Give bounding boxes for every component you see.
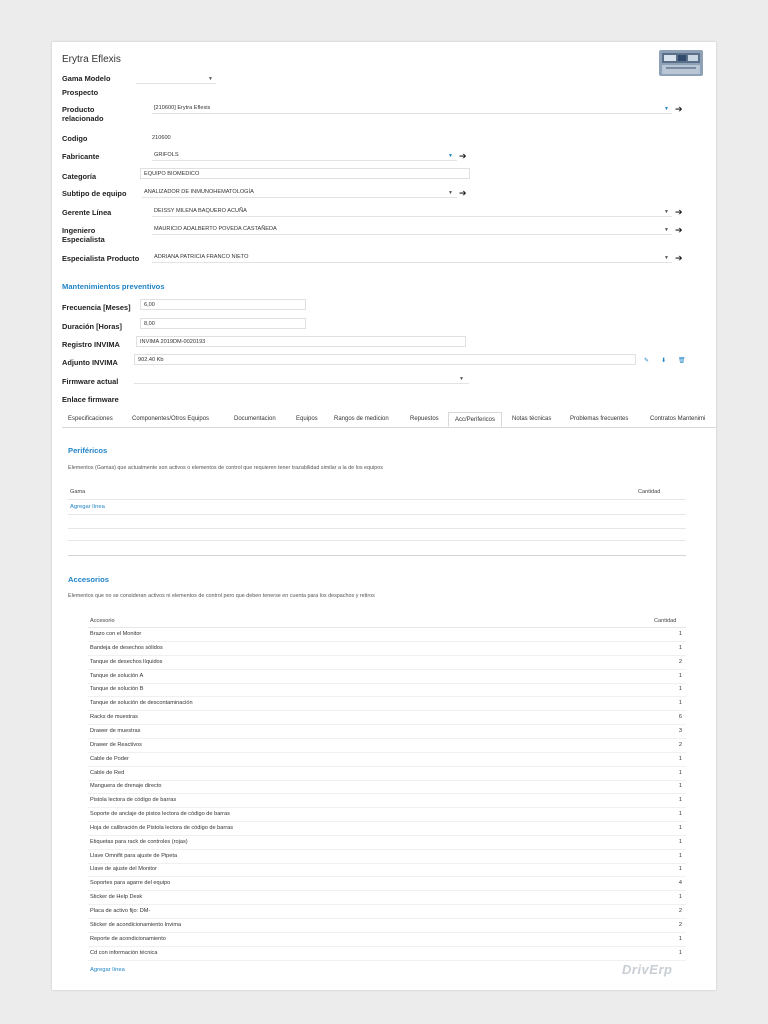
accesorio-name: Hoja de calibración de Pistola lectora de código de barras bbox=[90, 824, 234, 831]
accesorio-quantity: 1 bbox=[678, 700, 682, 707]
accesorio-name: Tanque de solución B bbox=[90, 686, 144, 693]
table-row[interactable] bbox=[88, 905, 686, 919]
accesorio-name: Reporte de acondicionamiento bbox=[90, 935, 166, 942]
chevron-down-icon[interactable]: ▼ bbox=[448, 153, 453, 159]
accesorio-name: Soportes para agarre del equipo bbox=[90, 880, 171, 887]
table-row[interactable] bbox=[88, 711, 686, 725]
tab-especificaciones[interactable]: Especificaciones bbox=[68, 416, 113, 422]
table-row[interactable] bbox=[88, 642, 686, 656]
especialista-select[interactable]: ADRIANA PATRICIA FRANCO NIETO bbox=[152, 252, 672, 263]
codigo-label: Codigo bbox=[62, 134, 88, 143]
accesorio-quantity: 1 bbox=[678, 644, 682, 651]
tab-componentes[interactable]: Componentes/Otros Equipos bbox=[132, 416, 210, 422]
divider bbox=[68, 528, 686, 529]
fabricante-label: Fabricante bbox=[62, 152, 100, 161]
accesorios-col-accesorio: Accesorio bbox=[90, 618, 115, 624]
fabricante-select[interactable]: GRIFOLS bbox=[152, 150, 457, 161]
open-record-arrow-icon[interactable]: ➔ bbox=[675, 207, 683, 217]
divider bbox=[68, 499, 686, 500]
accesorio-quantity: 1 bbox=[678, 838, 682, 845]
accesorio-name: Llave Omnifit para ajuste de Pipeta bbox=[90, 852, 178, 859]
gerente-select[interactable]: DEISSY MILENA BAQUERO ACUÑA bbox=[152, 206, 672, 217]
gerente-label: Gerente Línea bbox=[62, 208, 112, 217]
accesorio-quantity: 1 bbox=[678, 797, 682, 804]
accesorio-name: Tanque de desechos líquidos bbox=[90, 658, 163, 665]
chevron-down-icon[interactable]: ▼ bbox=[208, 76, 213, 82]
accesorio-quantity: 1 bbox=[678, 949, 682, 956]
accesorio-quantity: 1 bbox=[678, 783, 682, 790]
accesorio-name: Bandeja de desechos sólidos bbox=[90, 644, 163, 651]
table-row[interactable] bbox=[88, 683, 686, 697]
table-row[interactable] bbox=[88, 697, 686, 711]
accesorio-quantity: 2 bbox=[678, 908, 682, 914]
accesorio-quantity: 1 bbox=[678, 894, 682, 901]
accesorios-heading: Accesorios bbox=[68, 575, 109, 584]
accesorios-col-cantidad: Cantidad bbox=[654, 618, 677, 624]
accesorio-name: Cable de Poder bbox=[90, 755, 129, 762]
prospecto-label: Prospecto bbox=[62, 88, 99, 97]
accesorio-name: Sticker de acondicionamiento Invima bbox=[90, 921, 182, 928]
equipment-thumbnail-icon[interactable] bbox=[658, 48, 704, 78]
chevron-down-icon[interactable]: ▼ bbox=[664, 209, 669, 215]
table-row[interactable] bbox=[88, 628, 686, 642]
accesorio-quantity: 1 bbox=[678, 631, 682, 637]
trash-icon[interactable]: 🗑 bbox=[678, 358, 686, 364]
adjunto-field[interactable]: 902.40 Kb bbox=[134, 354, 636, 365]
chevron-down-icon[interactable]: ▼ bbox=[448, 190, 453, 196]
open-record-arrow-icon[interactable]: ➔ bbox=[675, 225, 683, 235]
producto-select[interactable]: [210600] Erytra Eflexis bbox=[152, 103, 672, 114]
chevron-down-icon[interactable]: ▼ bbox=[664, 106, 669, 112]
chevron-down-icon[interactable]: ▼ bbox=[459, 376, 464, 382]
frecuencia-input[interactable]: 6,00 bbox=[140, 299, 306, 310]
table-row[interactable] bbox=[88, 794, 686, 808]
adjunto-label: Adjunto INVIMA bbox=[62, 358, 118, 367]
perifericos-heading: Periféricos bbox=[68, 446, 108, 455]
form-sheet bbox=[52, 42, 716, 990]
table-row[interactable] bbox=[88, 656, 686, 670]
tab-bar bbox=[62, 412, 716, 428]
table-row[interactable] bbox=[88, 767, 686, 781]
accesorio-name: Placa de activo fijo: DM- bbox=[90, 908, 151, 914]
accesorio-name: Pistola lectora de código de barras bbox=[90, 797, 177, 804]
accesorio-name: Drawer de muestras bbox=[90, 727, 141, 734]
table-row[interactable] bbox=[88, 808, 686, 822]
tab-repuestos[interactable]: Repuestos bbox=[410, 416, 439, 422]
accesorio-name: Cd con información técnica bbox=[90, 949, 158, 956]
accesorio-quantity: 1 bbox=[678, 672, 682, 679]
accesorios-add-line-link[interactable]: Agregar línea bbox=[90, 967, 125, 973]
accesorio-name: Racks de muestras bbox=[90, 714, 138, 721]
accesorio-quantity: 4 bbox=[678, 880, 682, 887]
perifericos-add-line-link[interactable]: Agregar línea bbox=[70, 504, 105, 510]
gama-modelo-label: Gama Modelo bbox=[62, 74, 111, 83]
tab-contratos[interactable]: Contratos Mantenimi bbox=[650, 416, 706, 422]
codigo-value: 210600 bbox=[152, 135, 171, 141]
accesorio-quantity: 1 bbox=[678, 866, 682, 873]
firmware-label: Firmware actual bbox=[62, 377, 119, 386]
accesorio-quantity: 1 bbox=[678, 935, 682, 942]
divider bbox=[68, 555, 686, 556]
accesorios-description: Elementos que no se consideran activos ni elementos de control pero que deben tenerse en cuenta para los despachos y retiros bbox=[68, 593, 375, 599]
enlace-firmware-label: Enlace firmware bbox=[62, 395, 119, 404]
edit-pencil-icon[interactable]: ✎ bbox=[644, 358, 650, 364]
accesorio-name: Etiquetas para rack de controles (rojas) bbox=[90, 838, 188, 845]
perifericos-col-gama: Gama bbox=[70, 489, 86, 495]
table-row[interactable] bbox=[88, 836, 686, 850]
driverp-watermark: DrivErp bbox=[622, 962, 673, 977]
accesorio-quantity: 1 bbox=[678, 686, 682, 693]
accesorio-quantity: 1 bbox=[678, 769, 682, 776]
tab-rangos[interactable]: Rangos de medicion bbox=[334, 416, 389, 422]
table-row[interactable] bbox=[88, 919, 686, 933]
accesorio-quantity: 6 bbox=[678, 714, 682, 721]
divider bbox=[68, 540, 686, 541]
tab-acc-perifericos[interactable]: Acc/Perifericos bbox=[448, 412, 502, 427]
accesorio-name: Tanque de solución de descontaminación bbox=[90, 700, 193, 707]
tab-notas[interactable]: Notas técnicas bbox=[512, 416, 552, 422]
table-row[interactable] bbox=[88, 725, 686, 739]
accesorio-name: Cable de Red bbox=[90, 769, 125, 776]
table-row[interactable] bbox=[88, 891, 686, 905]
accesorio-name: Tanque de solución A bbox=[90, 672, 144, 679]
accesorio-quantity: 1 bbox=[678, 824, 682, 831]
gama-modelo-select[interactable] bbox=[136, 73, 216, 84]
categoria-field[interactable]: EQUIPO BIOMEDICO bbox=[140, 168, 470, 179]
categoria-label: Categoría bbox=[62, 172, 97, 181]
firmware-select[interactable] bbox=[134, 373, 469, 384]
table-row[interactable] bbox=[88, 780, 686, 794]
producto-label: Producto relacionado bbox=[62, 105, 104, 124]
registro-label: Registro INVIMA bbox=[62, 340, 120, 349]
duracion-label: Duración [Horas] bbox=[62, 322, 122, 331]
chevron-down-icon[interactable]: ▼ bbox=[664, 227, 669, 233]
divider bbox=[68, 514, 686, 515]
mantenimientos-heading: Mantenimientos preventivos bbox=[62, 282, 165, 291]
registro-input[interactable]: INVIMA 2019DM-0020193 bbox=[136, 336, 466, 347]
especialista-label: Especialista Producto bbox=[62, 254, 140, 263]
tab-problemas[interactable]: Problemas frecuentes bbox=[570, 416, 629, 422]
record-title: Erytra Eflexis bbox=[62, 54, 121, 65]
ingeniero-select[interactable]: MAURICIO ADALBERTO POVEDA CASTAÑEDA bbox=[152, 224, 672, 235]
accesorio-quantity: 1 bbox=[678, 852, 682, 859]
accesorio-quantity: 1 bbox=[678, 755, 682, 762]
accesorio-name: Manguera de drenaje directo bbox=[90, 783, 162, 790]
open-record-arrow-icon[interactable]: ➔ bbox=[675, 104, 683, 114]
table-row[interactable] bbox=[88, 739, 686, 753]
subtipo-label: Subtipo de equipo bbox=[62, 189, 127, 198]
download-icon[interactable]: ⬇ bbox=[661, 358, 667, 364]
accesorio-name: Llave de ajuste del Monitor bbox=[90, 866, 157, 873]
accesorio-name: Brazo con el Monitor bbox=[90, 631, 142, 637]
ingeniero-label: Ingeniero Especialista bbox=[62, 226, 105, 245]
open-record-arrow-icon[interactable]: ➔ bbox=[675, 253, 683, 263]
accesorio-quantity: 2 bbox=[678, 921, 682, 928]
tab-equipos[interactable]: Equipos bbox=[296, 416, 318, 422]
table-row[interactable] bbox=[88, 850, 686, 864]
accesorio-quantity: 3 bbox=[678, 727, 682, 734]
chevron-down-icon[interactable]: ▼ bbox=[664, 255, 669, 261]
subtipo-select[interactable]: ANALIZADOR DE INMUNOHEMATOLOGÍA bbox=[142, 187, 457, 198]
table-row[interactable] bbox=[88, 670, 686, 684]
accesorio-quantity: 2 bbox=[678, 658, 682, 665]
perifericos-description: Elementos (Gamas) que actualmente son activos o elementos de control que requieren tener trazabilidad similar a la de los equipos bbox=[68, 465, 383, 471]
frecuencia-label: Frecuencia [Meses] bbox=[62, 303, 131, 312]
accesorio-name: Drawer de Reactivos bbox=[90, 741, 142, 748]
accesorio-name: Sticker de Help Desk bbox=[90, 894, 143, 901]
open-record-arrow-icon[interactable]: ➔ bbox=[459, 188, 467, 198]
duracion-input[interactable]: 8,00 bbox=[140, 318, 306, 329]
table-row[interactable] bbox=[88, 947, 686, 961]
accesorio-quantity: 2 bbox=[678, 741, 682, 748]
table-row[interactable] bbox=[88, 863, 686, 877]
table-row[interactable] bbox=[88, 933, 686, 947]
perifericos-col-cantidad: Cantidad bbox=[638, 489, 661, 495]
tab-documentacion[interactable]: Documentacion bbox=[234, 416, 276, 422]
table-row[interactable] bbox=[88, 822, 686, 836]
open-record-arrow-icon[interactable]: ➔ bbox=[459, 151, 467, 161]
accesorio-quantity: 1 bbox=[678, 811, 682, 818]
table-row[interactable] bbox=[88, 877, 686, 891]
table-row[interactable] bbox=[88, 753, 686, 767]
accesorio-name: Soporte de anclaje de pistos lectora de código de barras bbox=[90, 811, 230, 818]
